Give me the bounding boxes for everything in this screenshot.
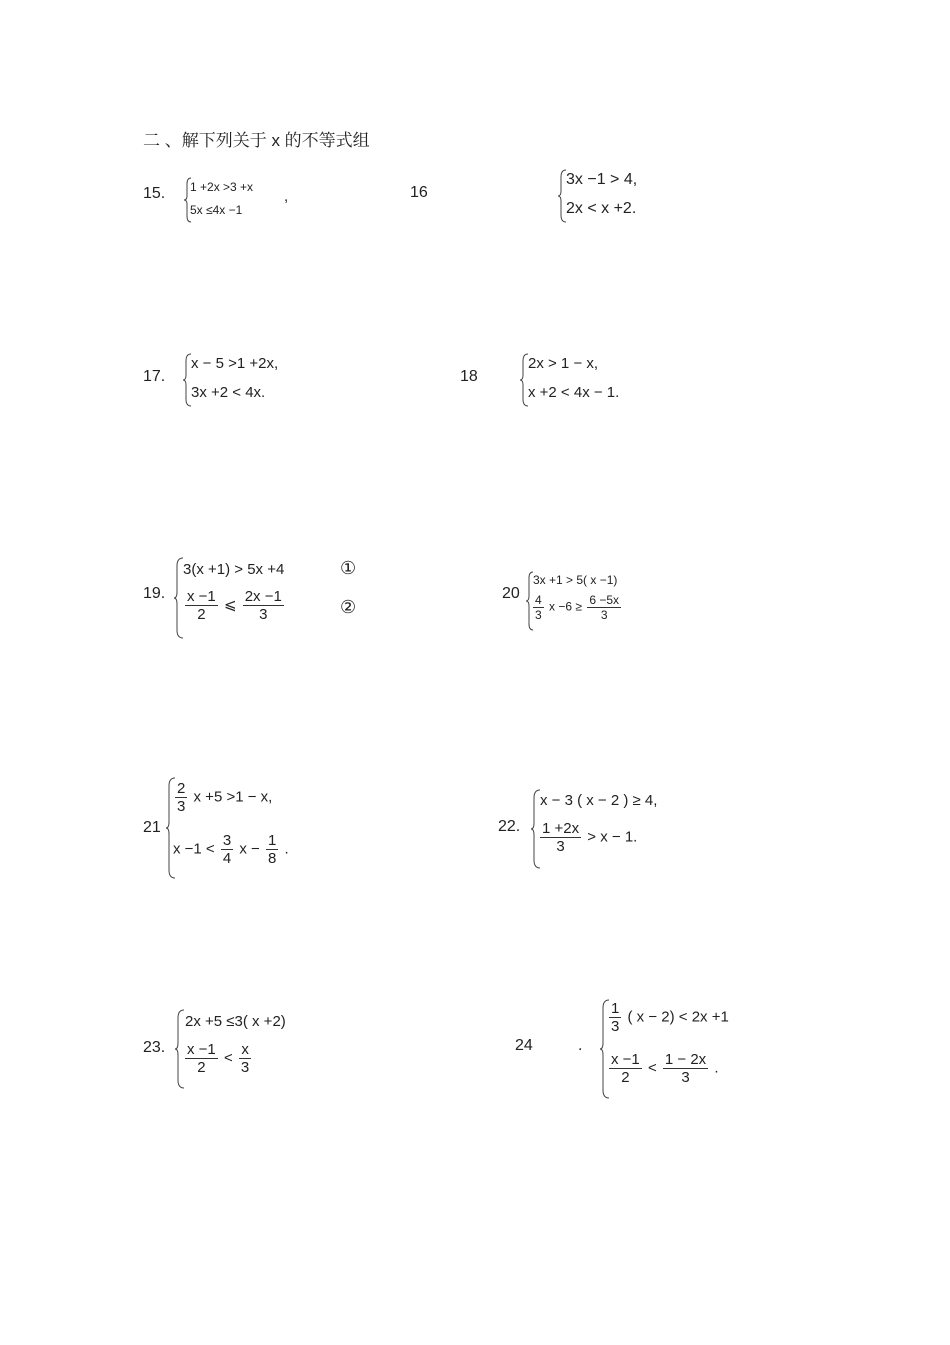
problem-15-system (184, 176, 294, 224)
problem-15-comma: , (284, 188, 289, 205)
problem-24-line-1 (607, 1000, 729, 1035)
problem-24-dot: . (578, 1037, 583, 1054)
fraction (587, 593, 621, 622)
numerator: 2x −1 (244, 588, 282, 605)
fraction (243, 588, 284, 623)
problem-16-system (558, 168, 678, 224)
problem-19-number: 19. (143, 585, 166, 602)
problem-21-line-2-c: . (284, 840, 289, 858)
fraction (663, 1051, 708, 1086)
problem-23-line-1: 2x +5 ≤3( x +2) (185, 1013, 286, 1030)
problem-21-line-2-b: x − (239, 840, 260, 858)
denominator: 3 (243, 605, 284, 623)
denominator: 2 (185, 605, 218, 623)
problem-15-number: 15. (143, 185, 166, 202)
problem-21-line-2-a: x −1 < (173, 840, 215, 858)
denominator: 3 (611, 1018, 620, 1035)
fraction (175, 780, 187, 815)
problem-24-system (600, 998, 760, 1100)
section-title: 二 、解下列关于 x 的不等式组 (143, 131, 370, 150)
relation: < (223, 1049, 233, 1067)
numerator: x −1 (187, 588, 216, 605)
problem-19-line-2 (183, 588, 286, 623)
problem-15-line-2: 5x ≤4x −1 (190, 203, 243, 217)
numerator: 4 (535, 593, 542, 607)
fraction (221, 832, 233, 867)
relation: ⩽ (223, 596, 237, 614)
problem-22-line-2-rest: > x − 1. (587, 828, 638, 846)
denominator: 3 (587, 607, 621, 622)
denominator: 3 (535, 608, 542, 622)
problem-16-line-1: 3x −1 > 4, (566, 171, 638, 188)
denominator: 3 (177, 798, 186, 815)
fraction (185, 588, 218, 623)
problem-19-line-1: 3(x +1) > 5x +4 (183, 561, 285, 578)
fraction (185, 1041, 218, 1076)
problem-17-system (183, 352, 323, 408)
fraction (609, 1000, 621, 1035)
numerator: 1 (611, 1000, 620, 1017)
denominator: 8 (268, 850, 277, 867)
problem-16-line-2: 2x < x +2. (566, 200, 637, 217)
fraction (533, 593, 544, 622)
problem-15-line-1: 1 +2x >3 +x (190, 180, 254, 194)
problem-24-line-1-rest: ( x − 2) < 2x +1 (627, 1008, 729, 1026)
problem-23-number: 23. (143, 1039, 166, 1056)
problem-20-line-2 (531, 593, 623, 622)
problem-18-line-2: x +2 < 4x − 1. (528, 384, 620, 401)
problem-22-system (531, 788, 691, 870)
problem-16-number: 16 (410, 184, 428, 201)
numerator: 6 −5x (589, 593, 620, 607)
problem-19-system (174, 556, 374, 640)
problem-24-number: 24 (515, 1037, 533, 1054)
problem-17-line-2: 3x +2 < 4x. (191, 384, 266, 401)
denominator: 4 (222, 850, 232, 867)
problem-22-line-1: x − 3 ( x − 2 ) ≥ 4, (540, 792, 658, 809)
problem-22-line-2 (538, 820, 637, 855)
circle-marker-1: ① (340, 558, 357, 578)
problem-18-line-1: 2x > 1 − x, (528, 355, 599, 372)
problem-17-number: 17. (143, 368, 166, 385)
numerator: 2 (177, 780, 186, 797)
problem-23-line-2 (183, 1041, 253, 1076)
problem-21-line-1 (173, 780, 272, 815)
fraction (266, 832, 278, 867)
problem-22-number: 22. (498, 818, 521, 835)
numerator: 3 (222, 832, 232, 849)
circle-marker-2: ② (340, 597, 357, 617)
denominator: 3 (663, 1068, 708, 1086)
problem-21-number: 21 (143, 819, 161, 836)
numerator: x −1 (187, 1041, 216, 1058)
denominator: 3 (240, 1059, 250, 1076)
relation: < (647, 1059, 657, 1077)
problem-20-middle: x −6 ≥ (549, 599, 582, 614)
numerator: 1 +2x (542, 820, 580, 837)
problem-20-system (526, 570, 656, 632)
denominator: 2 (609, 1068, 642, 1086)
problem-21-line-1-rest: x +5 >1 − x, (193, 788, 273, 806)
fraction (609, 1051, 642, 1086)
problem-24-line-2-rest: . (714, 1059, 719, 1077)
problem-21-system (166, 776, 316, 880)
numerator: x −1 (611, 1051, 640, 1068)
problem-18-number: 18 (460, 368, 478, 385)
problem-18-system (520, 352, 660, 408)
problem-20-line-1: 3x +1 > 5( x −1) (533, 573, 618, 587)
problem-17-line-1: x − 5 >1 +2x, (191, 355, 279, 372)
denominator: 3 (540, 837, 581, 855)
problem-24-line-2 (607, 1051, 719, 1086)
numerator: 1 (268, 832, 277, 849)
problem-23-system (175, 1008, 325, 1090)
problem-20-number: 20 (502, 585, 520, 602)
problem-21-line-2 (173, 832, 289, 867)
numerator: 1 − 2x (664, 1051, 707, 1068)
fraction (540, 820, 581, 855)
denominator: 2 (185, 1058, 218, 1076)
numerator: x (241, 1041, 249, 1058)
fraction (239, 1041, 251, 1076)
